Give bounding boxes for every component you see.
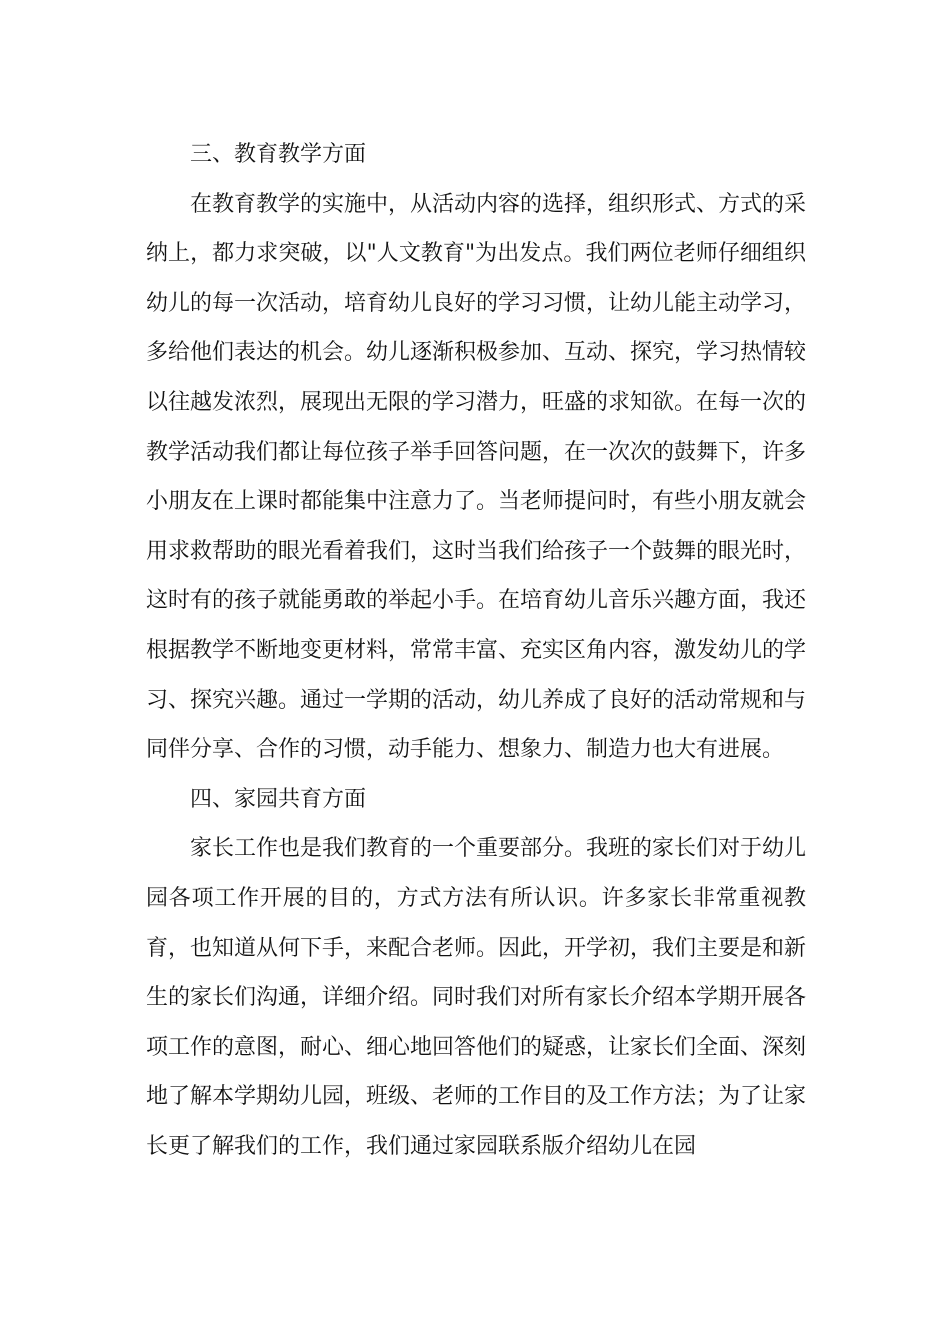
section-paragraph-teaching: 在教育教学的实施中，从活动内容的选择，组织形式、方式的采纳上，都力求突破，以"人文教育"为出发点。我们两位老师仔细组织幼儿的每一次活动，培育幼儿良好的学习习惯，让幼儿能主动学习，多给他们表达的机会。幼儿逐渐积极参加、互动、探究，学习热情较以往越发浓烈，展现出无限的学习潜力，旺盛的求知欲。在每一次的教学活动我们都让每位孩子举手回答问题，在一次次的鼓舞下，许多小朋友在上课时都能集中注意力了。当老师提问时，有些小朋友就会用求救帮助的眼光看着我们，这时当我们给孩子一个鼓舞的眼光时，这时有的孩子就能勇敢的举起小手。在培育幼儿音乐兴趣方面，我还根据教学不断地变更材料，常常丰富、充实区角内容，激发幼儿的学习、探究兴趣。通过一学期的活动，幼儿养成了良好的活动常规和与同伴分享、合作的习惯，动手能力、想象力、制造力也大有进展。 (146, 191, 807, 763)
section-heading-home-school: 四、家园共育方面 (190, 786, 367, 812)
section-heading-teaching: 三、教育教学方面 (190, 142, 367, 167)
section-paragraph-home-school: 家长工作也是我们教育的一个重要部分。我班的家长们对于幼儿园各项工作开展的目的，方式方法有所认识。许多家长非常重视教育，也知道从何下手，来配合老师。因此，开学初，我们主要是和新生的家长们沟通，详细介绍。同时我们对所有家长介绍本学期开展各项工作的意图，耐心、细心地回答他们的疑惑，让家长们全面、深刻地了解本学期幼儿园，班级、老师的工作目的及工作方法；为了让家长更了解我们的工作，我们通过家园联系版介绍幼儿在园 (146, 836, 807, 1159)
document-body (146, 130, 806, 1171)
